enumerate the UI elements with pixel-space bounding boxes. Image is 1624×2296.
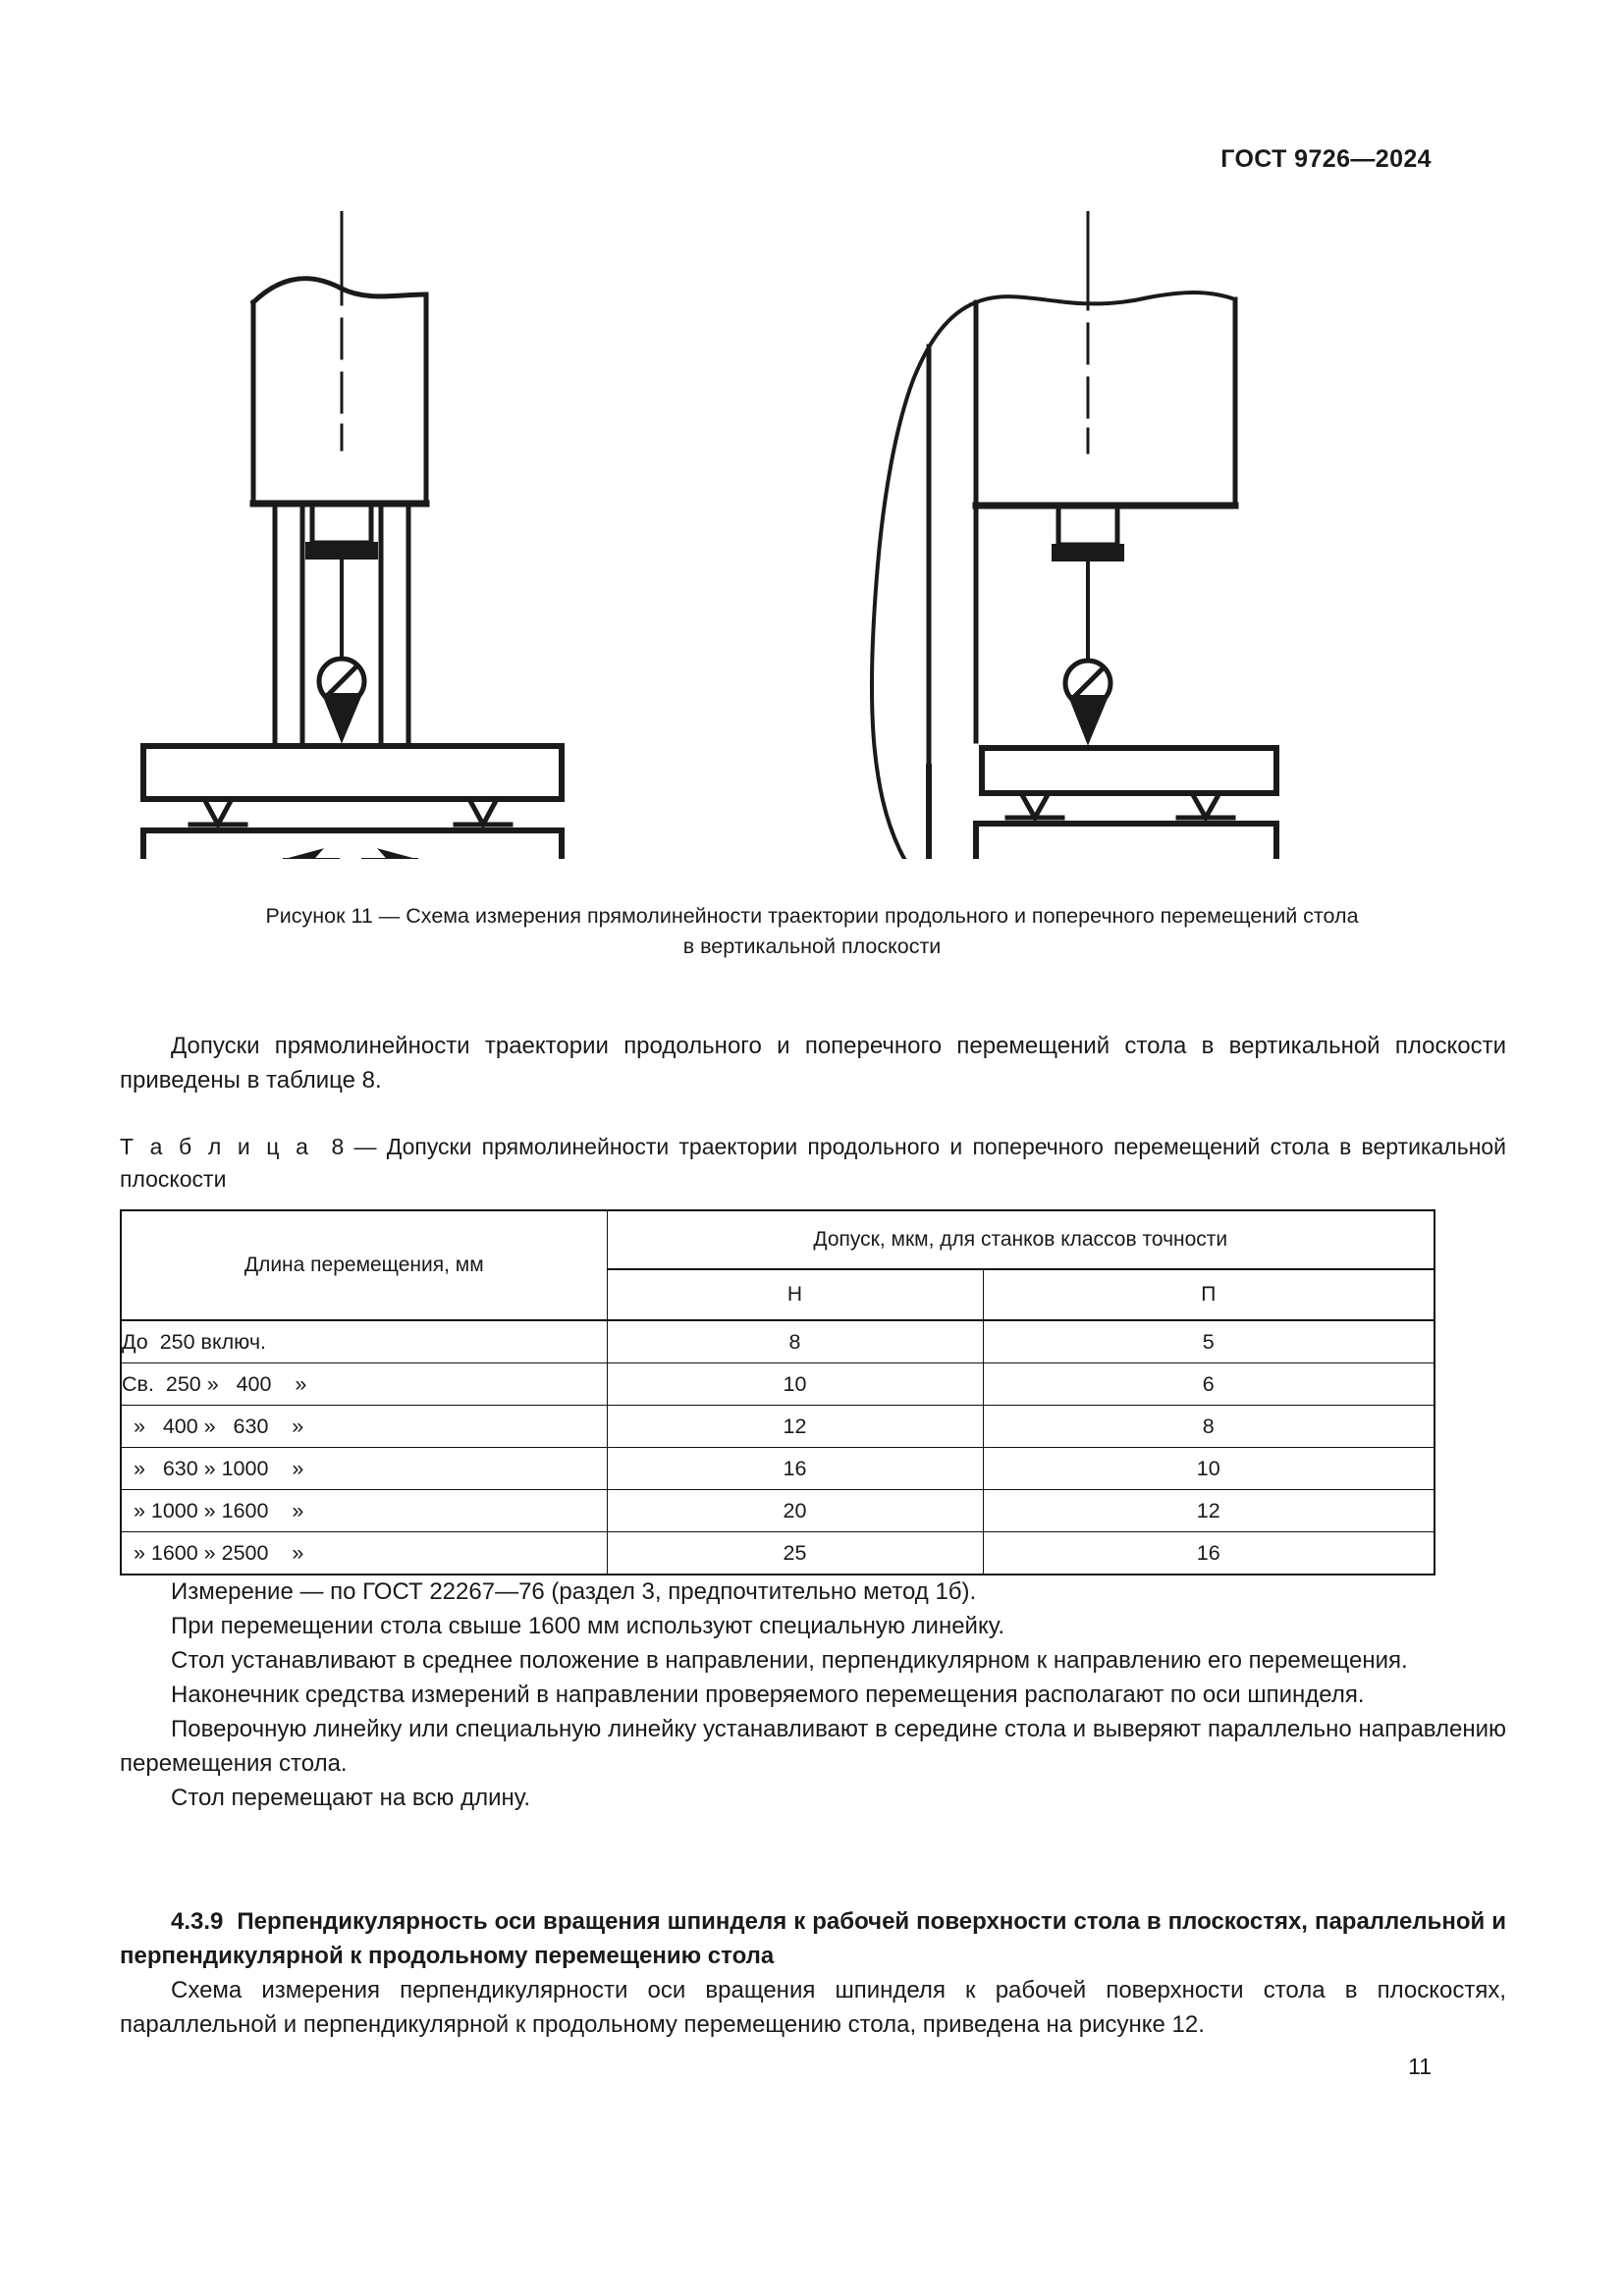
cell-length: » 1600 » 2500 » xyxy=(121,1532,607,1575)
paragraph-intro-text: Допуски прямолинейности траектории продольного и поперечного перемещений стола в вертикальной плоскости приведены в таблице 8. xyxy=(120,1033,1506,1094)
straightedge xyxy=(982,748,1276,793)
table-row xyxy=(121,1490,1435,1532)
paragraph-text: Поверочную линейку или специальную линейку устанавливают в середине стола и выверяют параллельно направлению перемещения стола. xyxy=(120,1716,1506,1777)
paragraph-special-ruler xyxy=(120,1609,1506,1643)
paragraph-full-travel xyxy=(120,1781,1506,1815)
section-4-3-9 xyxy=(120,1904,1506,2042)
straightedge xyxy=(143,746,562,799)
spindle-chuck xyxy=(306,543,377,559)
cell-length: Св. 250 » 400 » xyxy=(121,1363,607,1406)
table-title-text: Допуски прямолинейности траектории продольного и поперечного перемещений стола в вертикальной плоскости xyxy=(120,1134,1507,1192)
cell-tolerance-p: 10 xyxy=(983,1448,1435,1490)
indicator-probe-tip xyxy=(323,694,361,741)
cell-tolerance-p: 5 xyxy=(983,1320,1435,1363)
paragraph-text: Схема измерения перпендикулярности оси вращения шпинделя к рабочей поверхности стола в плоскостях, параллельной и перпендикулярной к продольному перемещению стола, приведена на рисунке 12. xyxy=(120,1977,1506,2038)
cell-tolerance-p: 12 xyxy=(983,1490,1435,1532)
table-row xyxy=(121,1320,1435,1363)
table-title-dash: — xyxy=(353,1134,377,1159)
section-body-4-3-9 xyxy=(120,1973,1506,2042)
cell-tolerance-p: 8 xyxy=(983,1406,1435,1448)
spindle-quill xyxy=(1058,506,1117,545)
spindle-chuck xyxy=(1053,545,1123,561)
paragraph-text: При перемещении стола свыше 1600 мм используют специальную линейку. xyxy=(171,1613,1004,1639)
cell-tolerance-n: 25 xyxy=(607,1532,983,1575)
cell-tolerance-n: 16 xyxy=(607,1448,983,1490)
cell-tolerance-n: 20 xyxy=(607,1490,983,1532)
table-header-row-1 xyxy=(121,1210,1435,1269)
table-header-class-n: Н xyxy=(607,1269,983,1320)
table-row xyxy=(121,1363,1435,1406)
spindle-quill xyxy=(312,504,371,543)
table-header-tolerance: Допуск, мкм, для станков классов точности xyxy=(607,1210,1435,1269)
paragraph-text: Стол устанавливают в среднее положение в направлении, перпендикулярном к направлению его перемещения. xyxy=(171,1647,1408,1674)
cell-tolerance-p: 6 xyxy=(983,1363,1435,1406)
cell-length: » 630 » 1000 » xyxy=(121,1448,607,1490)
cell-length: До 250 включ. xyxy=(121,1320,607,1363)
table-8-wrapper xyxy=(120,1209,1434,1575)
indicator-probe-tip xyxy=(1069,696,1108,743)
section-number: 4.3.9 xyxy=(171,1908,224,1935)
machine-table xyxy=(143,830,562,859)
figure-11-measurement-scheme xyxy=(120,211,1504,859)
cell-tolerance-n: 10 xyxy=(607,1363,983,1406)
left-front-view xyxy=(143,211,562,859)
section-heading-4-3-9 xyxy=(120,1904,1506,1973)
break-line-top xyxy=(253,279,426,302)
table-row xyxy=(121,1532,1435,1575)
cell-tolerance-p: 16 xyxy=(983,1532,1435,1575)
figure-11-drawing xyxy=(120,211,1504,859)
table-row xyxy=(121,1448,1435,1490)
paragraphs-after-table xyxy=(120,1575,1506,1815)
paragraph-text: Наконечник средства измерений в направлении проверяемого перемещения располагают по оси шпинделя. xyxy=(171,1682,1365,1708)
paragraph-straightedge-setup xyxy=(120,1712,1506,1781)
table-row xyxy=(121,1406,1435,1448)
cell-length: » 400 » 630 » xyxy=(121,1406,607,1448)
page-number: 11 xyxy=(1408,2054,1432,2079)
paragraph-measurement-method xyxy=(120,1575,1506,1609)
figure-caption-line-2: в вертикальной плоскости xyxy=(682,934,942,958)
figure-11-caption xyxy=(120,901,1504,962)
cell-length: » 1000 » 1600 » xyxy=(121,1490,607,1532)
cell-tolerance-n: 8 xyxy=(607,1320,983,1363)
paragraph-probe-tip-position xyxy=(120,1678,1506,1712)
table-header-length: Длина перемещения, мм xyxy=(121,1210,607,1320)
table-8 xyxy=(120,1209,1435,1575)
section-heading-text: Перпендикулярность оси вращения шпинделя к рабочей поверхности стола в плоскостях, параллельной и перпендикулярной к продольному перемещению стола xyxy=(120,1908,1506,1969)
cell-tolerance-n: 12 xyxy=(607,1406,983,1448)
page-header-standard-number: ГОСТ 9726—2024 xyxy=(1220,145,1432,173)
paragraph-intro-tolerances xyxy=(120,1029,1506,1097)
table-8-title xyxy=(120,1131,1506,1196)
v-block-support-left xyxy=(190,799,245,825)
table-label: Т а б л и ц а xyxy=(120,1134,312,1159)
v-block-support-left xyxy=(1007,793,1062,818)
figure-caption-line-1: Рисунок 11 — Схема измерения прямолинейности траектории продольного и поперечного перемещений стола xyxy=(265,904,1359,928)
paragraph-text: Измерение — по ГОСТ 22267—76 (раздел 3, предпочтительно метод 1б). xyxy=(171,1578,977,1605)
v-block-support-right xyxy=(456,799,511,825)
paragraph-text: Стол перемещают на всю длину. xyxy=(171,1785,531,1811)
paragraph-table-middle-position xyxy=(120,1643,1506,1678)
right-side-view xyxy=(872,211,1487,859)
machine-saddle xyxy=(976,824,1276,859)
table-header-class-p: П xyxy=(983,1269,1435,1320)
v-block-support-right xyxy=(1178,793,1233,818)
table-number: 8 xyxy=(331,1134,345,1159)
